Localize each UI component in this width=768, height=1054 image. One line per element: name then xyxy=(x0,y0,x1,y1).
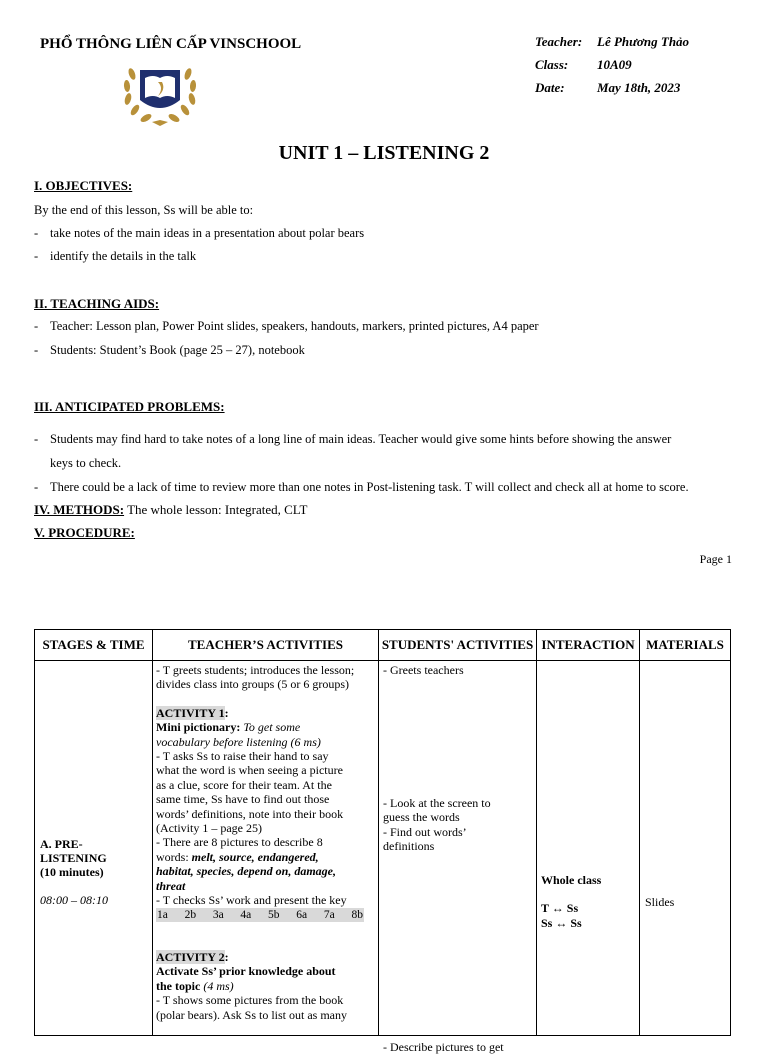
date-row xyxy=(535,80,689,103)
table-row xyxy=(35,661,731,1036)
objectives-intro: By the end of this lesson, Ss will be able to: xyxy=(34,203,254,217)
interaction-cell xyxy=(537,661,640,1036)
interaction-type: Whole class xyxy=(541,873,602,887)
students-activities-cell xyxy=(379,661,537,1054)
procedure-table xyxy=(34,629,731,1054)
stage-cell xyxy=(35,661,153,1036)
school-logo xyxy=(118,56,202,128)
teaching-aid-item: - Students: Student’s Book (page 25 – 27), notebook xyxy=(34,343,305,357)
date-label: Date: xyxy=(535,80,565,95)
class-label: Class: xyxy=(535,57,569,72)
stage-name: A. PRE- LISTENING (10 minutes) xyxy=(40,837,107,879)
objective-item: - take notes of the main ideas in a presentation about polar bears xyxy=(34,226,365,240)
col-header-teacher: TEACHER’S ACTIVITIES xyxy=(153,630,379,661)
teacher-activities-cell: - T greets students; introduces the lesson; divides class into groups (5 or 6 groups) ACTIVITY 1: Mini pictionary: To get some vocabulary before listening (6 ms) - T asks Ss to raise their hand to say what the word is when seeing a picture as a clue, score for their team. At the same time, Ss have to find out those words’ definitions, note into their book (Activity 1 – page 25) - There are 8 pictures to describe 8 words: melt, source, endangered, habitat, species, depend on, damage, threat - T checks Ss’ work and present the key 1a 2b 3a 4a 5b 6a 7a 8b ACTIVITY 2: Activate Ss’ prior knowledge about the topic (4 ms) - T shows some pictures from the book (polar bears). Ask Ss to list out as many xyxy=(153,661,379,1036)
student-activity: - Describe pictures to get xyxy=(383,1040,504,1054)
teaching-aid-item: - Teacher: Lesson plan, Power Point slides, speakers, handouts, markers, printed pictures, A4 paper xyxy=(34,319,539,333)
teacher-value: Lê Phương Thảo xyxy=(597,34,690,49)
page-number: Page 1 xyxy=(699,552,732,566)
school-name: PHỔ THÔNG LIÊN CẤP VINSCHOOL xyxy=(40,36,302,52)
activity-1-label: ACTIVITY 1: xyxy=(156,705,229,720)
lesson-meta xyxy=(535,34,689,103)
problem-item-continued: keys to check. xyxy=(50,456,122,470)
objectives-heading: I. OBJECTIVES: xyxy=(34,178,133,193)
col-header-materials: MATERIALS xyxy=(640,630,731,661)
date-value: May 18th, 2023 xyxy=(597,80,681,95)
materials-value: Slides xyxy=(645,895,675,909)
interaction-pair: Ss ↔ Ss xyxy=(541,916,582,930)
activity-2-label: ACTIVITY 2: xyxy=(156,949,229,964)
teacher-label: Teacher: xyxy=(535,34,583,49)
class-value: 10A09 xyxy=(597,57,632,72)
teaching-aids-heading: II. TEACHING AIDS: xyxy=(34,296,160,311)
student-activity: - Look at the screen to guess the words - Find out words’ definitions xyxy=(383,796,491,854)
procedure-heading: V. PROCEDURE: xyxy=(34,525,135,540)
col-header-interaction: INTERACTION xyxy=(537,630,640,661)
methods-text: The whole lesson: Integrated, CLT xyxy=(124,502,308,517)
class-row xyxy=(535,57,689,80)
problems-heading: III. ANTICIPATED PROBLEMS: xyxy=(34,399,225,414)
col-header-students: STUDENTS' ACTIVITIES xyxy=(379,630,537,661)
stage-time: 08:00 – 08:10 xyxy=(40,893,108,907)
interaction-pair: T ↔ Ss xyxy=(541,901,579,915)
answer-keys: 1a 2b 3a 4a 5b 6a 7a 8b xyxy=(157,908,363,921)
problem-item: - There could be a lack of time to review more than one notes in Post-listening task. T will collect and check all at home to score. xyxy=(34,480,689,494)
methods-line xyxy=(34,502,307,518)
materials-cell xyxy=(640,661,731,1036)
problem-item: - Students may find hard to take notes of a long line of main ideas. Teacher would give some hints before showing the answer xyxy=(34,432,672,446)
teacher-row xyxy=(535,34,689,57)
student-activity: - Greets teachers xyxy=(383,663,464,677)
lesson-title: UNIT 1 – LISTENING 2 xyxy=(278,142,490,164)
methods-heading: IV. METHODS: xyxy=(34,502,125,517)
col-header-stages: STAGES & TIME xyxy=(35,630,153,661)
table-header-row xyxy=(35,630,731,661)
objective-item: - identify the details in the talk xyxy=(34,249,197,263)
